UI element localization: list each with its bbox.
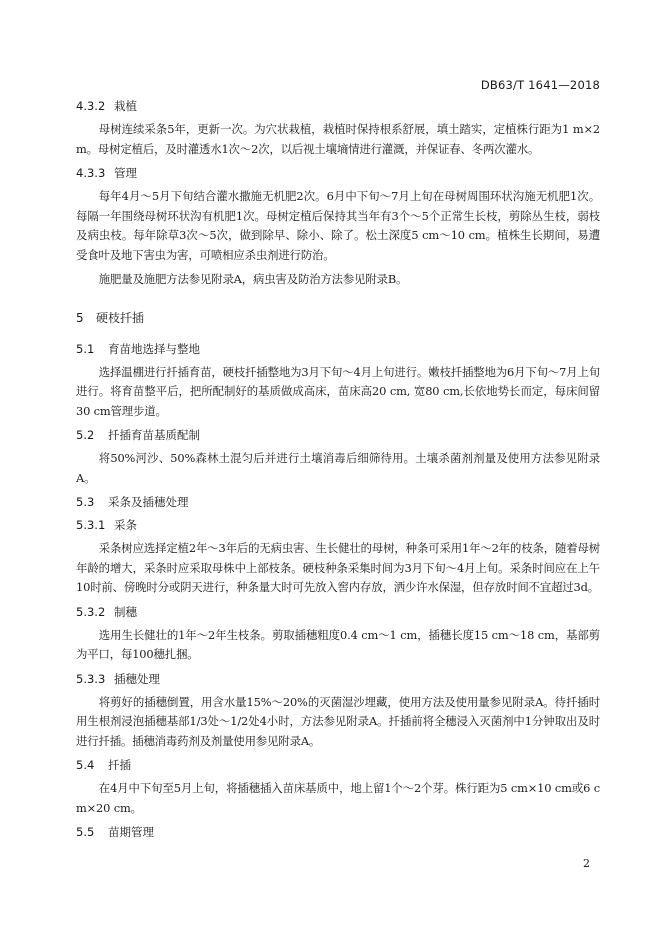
section-title: 管理: [114, 166, 137, 180]
paragraph: 母树连续采条5年，更新一次。为穴状栽植，栽植时保持根系舒展，填土踏实，定植株行距为1 m×2 m。母树定植后，及时灌透水1次～2次，以后视土壤墒情进行灌溉，并保证春、冬两次灌水。: [76, 122, 600, 156]
section-number: 5.3.2: [76, 604, 106, 619]
section-heading: [76, 426, 600, 444]
section-title: 采条及插穗处理: [108, 495, 189, 509]
section-heading: [76, 603, 600, 621]
paragraph: 每年4月～5月下旬结合灌水撒施无机肥2次。6月中下旬～7月上旬在母树周围环状沟施无机肥1次。每隔一年围绕母树环状沟有机肥1次。母树定植后保持其当年有3个～5个正常生长枝，剪除丛生枝，弱枝及病虫枝。每年除草3次～5次，做到除早、除小、除了。松土深度5 cm～10 cm。植株生长期间，易遭受食叶及地下害虫为害，可喷相应杀虫剂进行防治。: [76, 189, 600, 262]
section-heading: [76, 164, 600, 182]
section-title: 育苗地选择与整地: [108, 341, 200, 356]
section-heading: [76, 340, 600, 358]
section-title: 插穗处理: [114, 671, 160, 686]
paragraph: 采条树应选择定植2年～3年后的无病虫害、生长健壮的母树，种条可采用1年～2年的枝条，随着母树年龄的增大，采条时应采取母株中上部枝条。硬枝种条采集时间为3月下旬～4月上旬。采条时间应在上午10时前、傍晚时分或阴天进行，种条量大时可先放入窖内存放，洒少许水保湿，但存放时间不宜超过3d。: [76, 541, 600, 594]
section-heading: [76, 823, 600, 841]
section-number: 5.1: [76, 341, 95, 356]
section-number: 5.5: [76, 825, 95, 839]
document-code: DB63/T 1641—2018: [480, 78, 600, 92]
section-heading: [76, 756, 600, 774]
chapter-heading: [76, 309, 600, 327]
section-title: 扦插: [108, 758, 131, 772]
chapter-number: 5: [76, 310, 84, 325]
paragraph: 在4月中下旬至5月上旬，将插穗插入苗床基质中，地上留1个～2个芽。株行距为5 cm×10 cm或6 cm×20 cm。: [76, 781, 600, 815]
section-heading: [76, 670, 600, 688]
paragraph: 将50%河沙、50%森林土混匀后并进行土壤消毒后细筛待用。土壤杀菌剂剂量及使用方法参见附录A。: [76, 451, 600, 485]
chapter-title: 硬枝扦插: [96, 310, 145, 325]
section-title: 采条: [114, 518, 137, 532]
document-body: [76, 97, 600, 846]
paragraph: 将剪好的插穗倒置，用含水量15%～20%的灭菌湿沙埋藏，使用方法及使用量参见附录A。待扦插时用生根剂浸泡插穗基部1/3处～1/2处4小时，方法参见附录A。扦插前将全穗浸入灭菌剂中1分钟取出及时进行扦插。插穗消毒药剂及剂量使用参见附录A。: [76, 694, 600, 748]
section-number: 4.3.3: [76, 166, 106, 180]
paragraph: 施肥量及施肥方法参见附录A，病虫害及防治方法参见附录B。: [98, 272, 408, 286]
paragraph: 选用生长健壮的1年～2年生枝条。剪取插穗粗度0.4 cm～1 cm，插穗长度15 cm～18 cm，基部剪为平口，每100穗扎捆。: [76, 627, 600, 661]
section-heading: [76, 516, 600, 534]
section-title: 苗期管理: [108, 825, 154, 839]
section-number: 5.3: [76, 495, 95, 509]
section-number: 5.3.3: [76, 671, 106, 686]
page-number: 2: [583, 857, 590, 870]
paragraph: 选择温棚进行扦插育苗，硬枝扦插整地为3月下旬～4月上旬进行。嫩枝扦插整地为6月下旬～7月上旬进行。将育苗整平后，把所配制好的基质做成高床，苗床高20 cm, 宽80 cm,长依地势长而定，每床间留30 cm管理步道。: [76, 364, 600, 418]
section-heading: [76, 493, 600, 511]
section-heading: [76, 97, 600, 115]
section-title: 栽植: [114, 99, 137, 113]
section-number: 5.4: [76, 758, 95, 772]
section-title: 制穗: [114, 604, 137, 619]
section-number: 5.2: [76, 428, 95, 442]
section-number: 5.3.1: [76, 518, 106, 532]
section-number: 4.3.2: [76, 99, 106, 113]
section-title: 扦插育苗基质配制: [108, 428, 200, 442]
